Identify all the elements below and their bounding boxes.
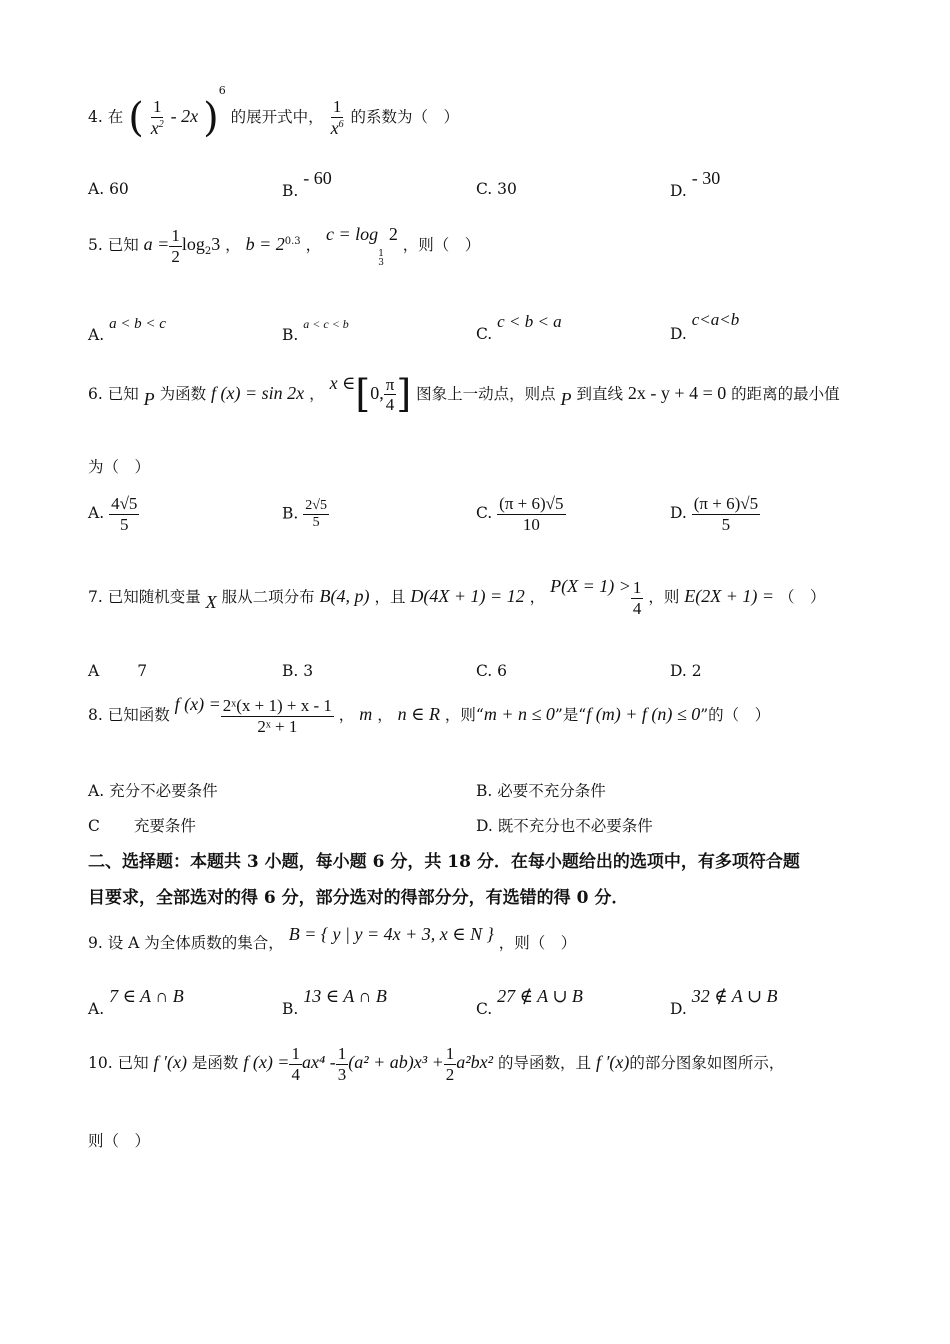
q5-a-log-base: 2 — [204, 246, 212, 258]
q4-option-a[interactable]: A. 60 — [88, 180, 129, 198]
question-8 — [88, 696, 770, 736]
q5-a-log: log — [181, 234, 205, 255]
q10-t3: 的部分图象如图所示， — [629, 1054, 785, 1073]
q6-interval-left: 0, — [370, 382, 384, 403]
q7-t2: ，且 — [374, 588, 406, 607]
q10-coef2: $\frac{1}{3}$ — [337, 1044, 347, 1084]
q8-f-lhs: f (x) = — [174, 694, 221, 715]
q4-power: 6 — [218, 84, 226, 97]
q6-x-in: x ∈ — [329, 372, 356, 393]
q10-term1: ax⁴ - — [301, 1052, 336, 1073]
q8-option-d[interactable]: D. 既不充分也不必要条件 — [476, 817, 653, 835]
q6-left-bracket: [ — [355, 372, 371, 416]
q6-line: 2x - y + 4 = 0 — [627, 382, 727, 403]
q7-option-c[interactable]: C. 6 — [476, 662, 508, 680]
q4-text-mid: 的展开式中， — [230, 108, 324, 126]
q9-set: B = { y | y = 4x + 3, x ∈ N } — [288, 924, 494, 944]
q8-m: m — [359, 704, 373, 725]
q5-b-exp: 0.3 — [284, 235, 301, 247]
q10-fprime2: f ′(x) — [595, 1052, 630, 1073]
q8-n-in: n ∈ R — [397, 704, 440, 725]
q5-a-lhs: a = — [143, 234, 170, 255]
q4-text-tail: 的系数为（ ） — [350, 108, 460, 126]
question-5 — [88, 226, 480, 278]
q6-t1: 为函数 — [159, 384, 207, 403]
q6-option-a[interactable]: A. $\frac{4√5}{5}$ — [88, 494, 138, 534]
q4-option-b[interactable]: B. - 60 — [282, 168, 332, 200]
q5-option-d[interactable]: D. c<a<b — [670, 310, 740, 343]
q4-number: 4. — [88, 108, 103, 126]
q6-option-c[interactable]: C. $\frac{(\pi + 6)√5}{10}$ — [476, 494, 564, 534]
q5-option-b[interactable]: B. a < c < b — [282, 317, 349, 344]
q4-option-d[interactable]: D. - 30 — [670, 168, 721, 200]
q7-t1: 服从二项分布 — [221, 588, 315, 607]
q6-function: f (x) = sin 2x — [211, 382, 305, 403]
q5-b-expr: b = 2 — [245, 234, 285, 255]
q10-t2: 的导函数，且 — [498, 1054, 592, 1073]
q8-t5: ”的（ ） — [700, 706, 771, 725]
q9-option-c[interactable]: C. 27 ∉ A ∪ B — [476, 986, 583, 1018]
q8-option-b[interactable]: B. 必要不充分条件 — [476, 782, 606, 800]
q7-dist: B(4, p) — [319, 586, 370, 607]
q4-target-fraction — [329, 97, 346, 138]
q5-lead: 5. 已知 — [88, 236, 139, 255]
q4-frac-den: $x^6$ — [330, 117, 344, 138]
q6-t4: 的距离的最小值 — [731, 384, 840, 403]
q7-tail: （ ） — [778, 588, 826, 607]
q4-base-num: 1 — [152, 97, 162, 117]
q7-t3: ， — [529, 588, 546, 607]
q6-point-p: P — [143, 388, 155, 409]
q8-lead: 8. 已知函数 — [88, 706, 170, 725]
question-6 — [88, 372, 840, 418]
q9-option-a[interactable]: A. 7 ∈ A ∩ B — [88, 986, 184, 1018]
q4-right-paren: ) — [203, 95, 219, 141]
q10-coef3: $\frac{1}{2}$ — [445, 1044, 455, 1084]
question-4 — [88, 84, 459, 142]
q6-option-d[interactable]: D. $\frac{(\pi + 6)√5}{5}$ — [670, 494, 759, 534]
q7-t4: ，则 — [648, 588, 680, 607]
q4-left-paren: ( — [128, 95, 144, 141]
q7-cond1: D(4X + 1) = 12 — [410, 586, 525, 607]
section-2-heading-line1: 二、选择题：本题共 3 小题，每小题 6 分，共 18 分．在每小题给出的选项中，有多项符合题 — [88, 852, 800, 872]
q5-a-log-arg: 3 — [211, 234, 221, 255]
q10-term2: (a² + ab)x³ + — [348, 1052, 444, 1073]
q8-t2: ， — [377, 706, 393, 725]
q8-f-fraction: $\frac{\text{2ˣ(x + 1) + x - 1}}{\text{2ˣ + 1}}$ — [222, 696, 332, 736]
q10-continuation: 则（ ） — [88, 1132, 151, 1150]
q8-cond: m + n ≤ 0 — [483, 704, 555, 725]
q4-option-c[interactable]: C. 30 — [476, 180, 517, 198]
q10-f-lhs: f (x) = — [243, 1052, 290, 1073]
q6-sep: ， — [309, 384, 325, 403]
q7-option-a[interactable]: A 7 — [88, 662, 148, 680]
q7-ask: E(2X + 1) = — [684, 586, 775, 607]
q7-var-x: X — [205, 592, 217, 613]
q10-coef1: $\frac{1}{4}$ — [291, 1044, 300, 1084]
q6-option-b[interactable]: B. $\frac{2√5}{5}$ — [282, 498, 327, 531]
q8-option-c[interactable]: C 充要条件 — [88, 817, 196, 835]
q6-t3: 到直线 — [576, 384, 623, 403]
question-10 — [88, 1044, 784, 1084]
q7-option-b[interactable]: B. 3 — [282, 662, 314, 680]
q8-t3: ，则“ — [444, 706, 484, 725]
q8-t4: ”是“ — [554, 706, 587, 725]
q5-c-arg: 2 — [388, 224, 398, 245]
q10-term3: a²bx² — [456, 1052, 494, 1073]
q4-text-zai: 在 — [107, 108, 124, 126]
q4-base-fraction — [149, 97, 166, 138]
section-2-heading-line2: 目要求，全部选对的得 6 分，部分选对的得部分分，有选错的得 0 分． — [88, 888, 629, 908]
q7-cond2-fraction: $\frac{1}{4}$ — [632, 578, 642, 618]
q5-c-base: 1 3 — [378, 249, 384, 269]
q10-lead: 10. 已知 — [88, 1054, 149, 1073]
question-9 — [88, 924, 577, 954]
q5-option-c[interactable]: C. c < b < a — [476, 312, 562, 343]
q6-lead: 6. 已知 — [88, 384, 139, 403]
q10-t1: 是函数 — [191, 1054, 239, 1073]
q7-option-d[interactable]: D. 2 — [670, 662, 702, 680]
q5-c-expr: c = log — [326, 224, 379, 245]
q10-fprime: f ′(x) — [153, 1052, 187, 1073]
q7-cond2: P(X = 1) > — [550, 576, 631, 597]
q5-sep1: ， — [225, 236, 241, 255]
q4-minus-term: - 2x — [170, 106, 199, 126]
q4-frac-num: 1 — [332, 97, 342, 117]
q6-right-bracket: ] — [396, 372, 412, 416]
q9-tail: ，则（ ） — [498, 934, 577, 952]
q8-option-a[interactable]: A. 充分不必要条件 — [88, 782, 218, 800]
q8-t1: ， — [338, 706, 355, 725]
q6-continuation: 为（ ） — [88, 458, 151, 476]
q5-sep2: ， — [305, 236, 322, 255]
question-7 — [88, 578, 826, 618]
q8-cond2: f (m) + f (n) ≤ 0 — [586, 704, 701, 725]
q5-a-fraction: $\frac{1}{2}$ — [171, 226, 180, 266]
q5-tail: ，则（ ） — [402, 236, 481, 255]
q9-option-d[interactable]: D. 32 ∉ A ∪ B — [670, 986, 778, 1018]
q6-point-p2: P — [560, 388, 572, 409]
q7-lead: 7. 已知随机变量 — [88, 588, 201, 607]
q9-option-b[interactable]: B. 13 ∈ A ∩ B — [282, 986, 387, 1018]
q6-t2: 图象上一动点，则点 — [416, 384, 556, 403]
q5-option-a[interactable]: A. a < b < c — [88, 316, 166, 344]
q6-interval-fraction: $\frac{\pi}{4}$ — [385, 374, 395, 415]
q9-lead: 9. 设 A 为全体质数的集合， — [88, 934, 284, 952]
q4-base-den: $x^2$ — [150, 117, 164, 138]
